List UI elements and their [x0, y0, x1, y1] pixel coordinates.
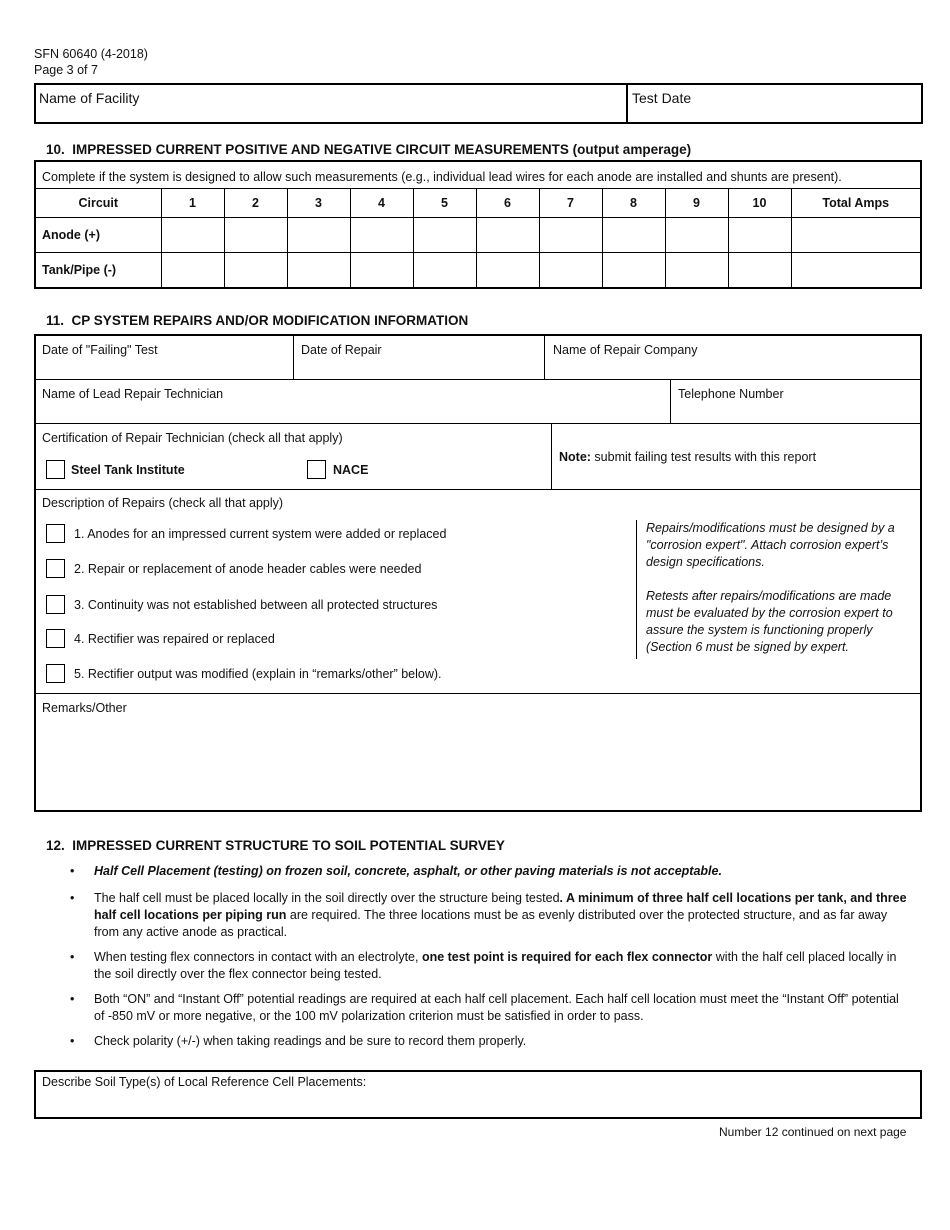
facility-name-field[interactable]: Name of Facility [39, 90, 140, 106]
certification-label: Certification of Repair Technician (check all that apply) [42, 431, 343, 445]
bullet-text: Check polarity (+/-) when taking readings and be sure to record them properly. [94, 1034, 527, 1048]
cell-divider [670, 379, 671, 423]
bullet: • [70, 1034, 75, 1048]
form-identifier [34, 46, 148, 78]
note-bold: Note: [559, 450, 591, 464]
table-cell-input[interactable] [413, 252, 476, 287]
continued-note: Number 12 continued on next page [719, 1125, 907, 1139]
bullet: • [70, 992, 75, 1006]
repair-item-5: 5. Rectifier output was modified (explain in “remarks/other” below). [74, 667, 442, 681]
bullet-text: Both “ON” and “Instant Off” potential readings are required at each half cell placement. Each half cell location must meet the “Instant Off” potential of -850 mV or more negative, or the 100 mV polarization criterion must be satisfied in order to pass. [94, 992, 899, 1023]
list-item [70, 949, 910, 983]
row-divider [36, 489, 920, 490]
table-header-row [36, 189, 920, 217]
sti-checkbox[interactable] [46, 460, 65, 479]
table-cell-input[interactable] [476, 252, 539, 287]
section-11-title [46, 313, 468, 328]
repair-item-3: 3. Continuity was not established between all protected structures [74, 598, 438, 612]
bullet: • [70, 891, 75, 905]
description-label: Description of Repairs (check all that apply) [42, 496, 284, 510]
section-10-title [46, 142, 691, 157]
column-header: 4 [350, 189, 413, 217]
repairs-section-box [34, 334, 922, 812]
repair-checkbox-2[interactable] [46, 559, 65, 578]
cell-divider [293, 336, 294, 380]
list-item [70, 1033, 910, 1050]
bullet-text: with the half cell placed locally in the soil directly over the flex connector being tested. [94, 950, 897, 981]
column-header: 2 [224, 189, 287, 217]
table-cell-input[interactable] [161, 217, 224, 252]
nace-label: NACE [333, 463, 369, 477]
note-text: submit failing test results with this report [590, 450, 817, 464]
cell-divider [551, 423, 552, 489]
table-cell-input[interactable] [602, 217, 665, 252]
row-divider [36, 423, 920, 424]
table-cell-input[interactable] [350, 252, 413, 287]
bullet-text: The half cell must be placed locally in the soil directly over the structure being tested [94, 891, 560, 905]
table-cell-input[interactable] [224, 217, 287, 252]
column-header: Total Amps [791, 189, 920, 217]
side-note-bar [636, 520, 637, 659]
column-header: 9 [665, 189, 728, 217]
repair-item-2: 2. Repair or replacement of anode header cables were needed [74, 562, 422, 576]
row-divider [36, 379, 920, 380]
table-cell-input[interactable] [665, 252, 728, 287]
table-cell-input[interactable] [539, 217, 602, 252]
repair-company-field[interactable]: Name of Repair Company [553, 343, 698, 357]
table-cell-input[interactable] [665, 217, 728, 252]
table-cell-input[interactable] [791, 217, 920, 252]
column-header: 6 [476, 189, 539, 217]
bullet-text: Half Cell Placement (testing) on frozen soil, concrete, asphalt, or other paving materials is not acceptable. [94, 864, 722, 878]
nace-checkbox[interactable] [307, 460, 326, 479]
section-11-number: 11. [46, 313, 65, 328]
list-item [70, 991, 910, 1025]
date-failing-test-field[interactable]: Date of "Failing" Test [42, 343, 158, 357]
row-label: Tank/Pipe (-) [36, 252, 161, 287]
column-header: 1 [161, 189, 224, 217]
remarks-field[interactable]: Remarks/Other [42, 701, 127, 715]
date-of-repair-field[interactable]: Date of Repair [301, 343, 382, 357]
bullet: • [70, 864, 75, 878]
bullet-text: When testing flex connectors in contact with an electrolyte, [94, 950, 422, 964]
table-row-tank-pipe [36, 252, 920, 287]
table-cell-input[interactable] [728, 252, 791, 287]
column-header: 5 [413, 189, 476, 217]
table-cell-input[interactable] [413, 217, 476, 252]
column-header: 3 [287, 189, 350, 217]
soil-type-box [34, 1070, 922, 1119]
repair-checkbox-5[interactable] [46, 664, 65, 683]
table-cell-input[interactable] [287, 217, 350, 252]
bullet-text-bold: one test point is required for each flex connector [421, 950, 713, 964]
page-number: Page 3 of 7 [34, 63, 98, 77]
repair-checkbox-4[interactable] [46, 629, 65, 648]
side-note-paragraph: Retests after repairs/modifications are made must be evaluated by the corrosion expert to assure the system is functioning properly (Section 6 must be signed by expert. [646, 589, 893, 654]
bullet: • [70, 950, 75, 964]
side-note-paragraph: Repairs/modifications must be designed by a "corrosion expert". Attach corrosion expert’s design specifications. [646, 521, 895, 569]
row-divider [36, 693, 920, 694]
repair-checkbox-3[interactable] [46, 595, 65, 614]
column-header: 10 [728, 189, 791, 217]
column-header: 8 [602, 189, 665, 217]
table-cell-input[interactable] [161, 252, 224, 287]
column-header: Circuit [36, 189, 161, 217]
soil-type-field[interactable]: Describe Soil Type(s) of Local Reference Cell Placements: [42, 1075, 367, 1089]
sti-label: Steel Tank Institute [71, 463, 185, 477]
list-item [70, 863, 910, 880]
list-item [70, 890, 910, 941]
section-10-number: 10. [46, 142, 65, 157]
section-11-heading: CP SYSTEM REPAIRS AND/OR MODIFICATION INFORMATION [71, 313, 469, 328]
corrosion-expert-note [646, 520, 908, 656]
bullet-text-bold: . A minimum of three half cell locations per tank, and three half cell locations per piping run [94, 891, 907, 922]
section-12-heading: IMPRESSED CURRENT STRUCTURE TO SOIL POTENTIAL SURVEY [72, 838, 505, 853]
table-cell-input[interactable] [287, 252, 350, 287]
test-date-field[interactable]: Test Date [632, 90, 692, 106]
section-10-heading: IMPRESSED CURRENT POSITIVE AND NEGATIVE CIRCUIT MEASUREMENTS (output amperage) [72, 142, 692, 157]
table-cell-input[interactable] [602, 252, 665, 287]
form-number: SFN 60640 (4-2018) [34, 47, 148, 61]
table-cell-input[interactable] [224, 252, 287, 287]
bullet-text: are required. The three locations must be as evenly distributed over the protected structure, and as far away from any active anode as practical. [94, 908, 888, 939]
facility-box [34, 83, 923, 124]
section-12-title [46, 838, 505, 853]
table-cell-input[interactable] [791, 252, 920, 287]
cell-divider [544, 336, 545, 380]
section-12-number: 12. [46, 838, 65, 853]
telephone-field[interactable]: Telephone Number [678, 387, 784, 401]
row-label: Anode (+) [36, 217, 161, 252]
repair-item-1: 1. Anodes for an impressed current system were added or replaced [74, 527, 447, 541]
facility-divider [626, 85, 628, 122]
failing-results-note [559, 450, 816, 464]
repair-item-4: 4. Rectifier was repaired or replaced [74, 632, 275, 646]
table-cell-input[interactable] [350, 217, 413, 252]
table-row-anode [36, 217, 920, 252]
survey-instructions-list [70, 863, 910, 1058]
circuit-measurements-table [34, 160, 922, 289]
lead-technician-field[interactable]: Name of Lead Repair Technician [42, 387, 224, 401]
table-cell-input[interactable] [728, 217, 791, 252]
section-10-note: Complete if the system is designed to allow such measurements (e.g., individual lead wires for each anode are installed and shunts are present). [36, 162, 920, 189]
column-header: 7 [539, 189, 602, 217]
table-cell-input[interactable] [476, 217, 539, 252]
repair-checkbox-1[interactable] [46, 524, 65, 543]
table-cell-input[interactable] [539, 252, 602, 287]
